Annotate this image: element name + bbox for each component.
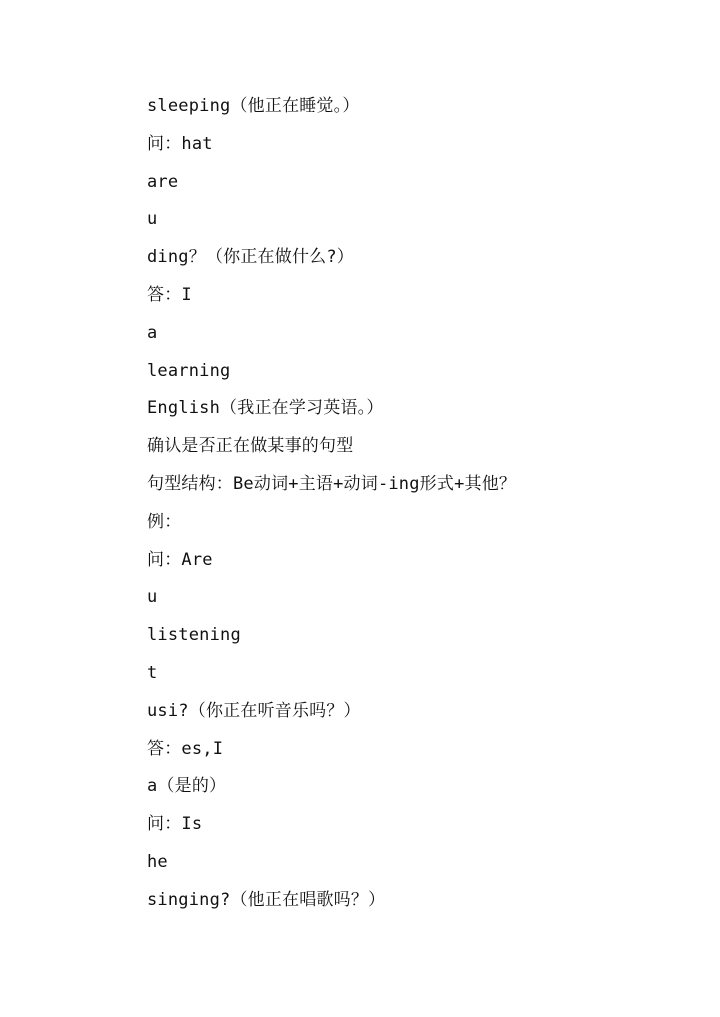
text-line: listening (147, 625, 241, 646)
text-line: learning (147, 360, 231, 381)
text-line: a (147, 322, 158, 343)
text-line: he (147, 851, 168, 872)
text-line: 问：Is (147, 814, 203, 835)
text-line: 问：Are (147, 549, 213, 570)
text-line: 例： (147, 511, 182, 532)
text-line: u (147, 587, 158, 608)
text-line: t (147, 662, 158, 683)
text-line: 问：hat (147, 133, 213, 154)
text-line: 答：I (147, 284, 192, 305)
text-line: English（我正在学习英语。） (147, 398, 384, 419)
text-line: singing?（他正在唱歌吗？） (147, 889, 386, 910)
text-line: 句型结构：Be动词+主语+动词-ing形式+其他？ (147, 473, 517, 494)
document-body (147, 92, 516, 924)
text-line: a（是的） (147, 776, 227, 797)
text-line: sleeping（他正在睡觉。） (147, 96, 360, 116)
text-line: 答：es,I (147, 738, 224, 759)
text-line: are (147, 171, 179, 192)
text-line: u (147, 209, 158, 230)
text-line: usi?（你正在听音乐吗？） (147, 700, 361, 721)
section-heading: 确认是否正在做某事的句型 (147, 436, 354, 457)
text-line: ding？（你正在做什么?） (147, 247, 354, 268)
